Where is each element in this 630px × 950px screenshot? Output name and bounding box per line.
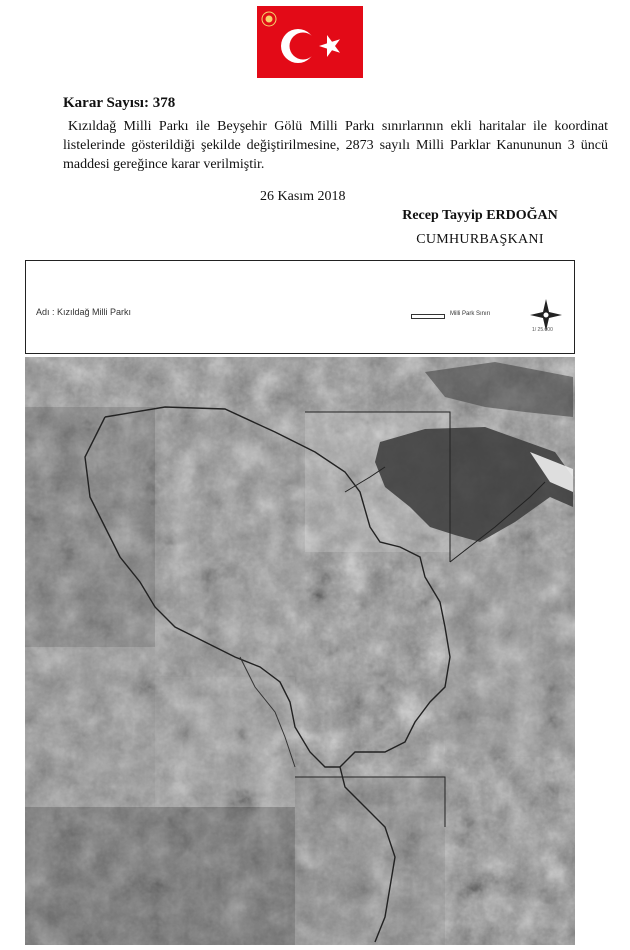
park-name: Adı : Kızıldağ Milli Parkı [36,307,132,317]
signer-title: CUMHURBAŞKANI [416,232,544,247]
map-scale: 1/ 25.000 [532,327,553,333]
boundary-legend-swatch [411,314,445,319]
decision-date: 26 Kasım 2018 [260,189,346,204]
map-legend [25,260,575,354]
signer-name: Recep Tayyip ERDOĞAN [402,208,558,223]
turkish-flag-icon [257,6,363,78]
satellite-map [25,357,575,945]
decision-number: Karar Sayısı: 378 [63,95,176,111]
boundary-legend-label: Milli Park Sınırı [450,311,491,317]
decision-body: Kızıldağ Milli Parkı ile Beyşehir Gölü Milli Parkı sınırlarının ekli haritalar ile koordinat listelerinde gösterildiği şekilde değiştirilmesine, 2873 sayılı Milli Parklar Kanununun 3 üncü maddesi gereğince karar verilmiştir. [63,119,608,172]
